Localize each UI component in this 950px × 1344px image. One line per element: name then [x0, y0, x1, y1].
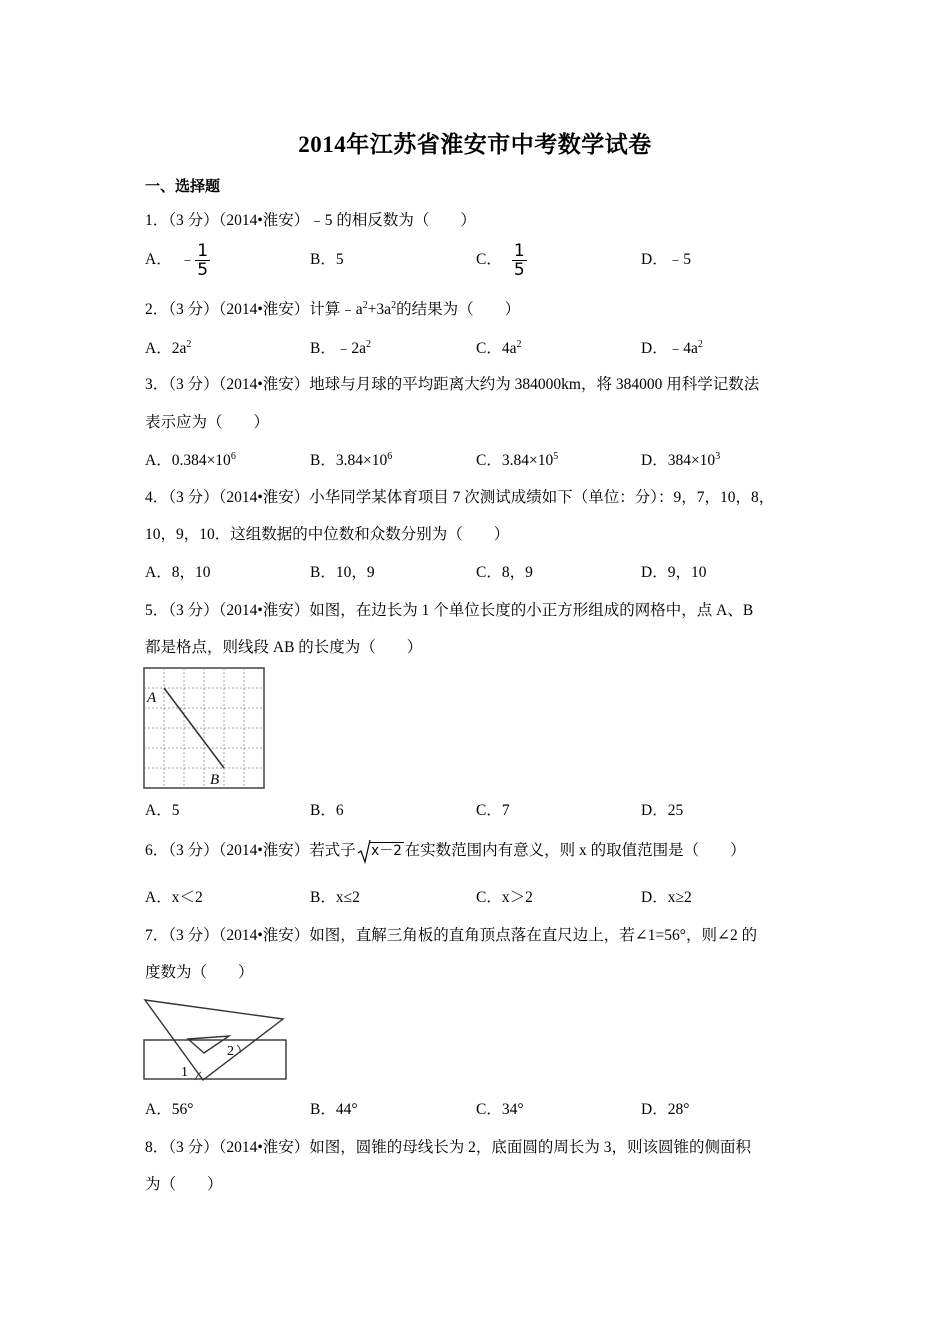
grid-figure — [143, 667, 267, 791]
q6-option-b: B．x≤2 — [310, 889, 360, 906]
question-5-line-2: 都是格点，则线段 AB 的长度为（ ） — [145, 639, 423, 656]
q7-option-a: A．56° — [145, 1101, 194, 1118]
question-2-stem: 2．（3 分）（2014•淮安）计算$﹣a^2+3a^2$的结果为（ ） — [145, 300, 521, 318]
section-heading: 一、选择题 — [145, 179, 221, 195]
q6-option-c: C．x＞2 — [476, 889, 533, 906]
angle-2-arc — [237, 1045, 240, 1053]
q3-option-c: C．$3.84\times 10^5$ — [476, 451, 559, 469]
q4-option-a: A．8，10 — [145, 564, 211, 581]
question-6-stem: 6．（3 分）（2014•淮安）若式子 x－2 在实数范围内有意义，则 x 的取值范围是（ ） — [145, 841, 746, 861]
q1-option-c: C． $\frac{1}{5}$ — [476, 241, 525, 280]
q2-option-c: C．$4a^2$ — [476, 339, 522, 357]
question-4-line-2: 10，9，10．这组数据的中位数和众数分别为（ ） — [145, 526, 510, 543]
q1-option-a: A． ﹣ $\frac{1}{5}$ — [145, 241, 209, 280]
q6-option-d: D．x≥2 — [641, 889, 692, 906]
q3-option-b: B．$3.84\times 10^6$ — [310, 451, 393, 469]
q6-option-a: A．x＜2 — [145, 889, 203, 906]
question-7-line-2: 度数为（ ） — [145, 964, 254, 981]
angle-2-label: 2 — [227, 1044, 234, 1059]
grid-lines — [144, 668, 264, 788]
q1-option-a-fraction: $\frac{1}{5}$ — [197, 241, 209, 280]
angle-1-label: 1 — [181, 1065, 188, 1080]
q5-option-d: D．25 — [641, 802, 684, 819]
q5-option-a: A．5 — [145, 802, 180, 819]
q5-option-b: B．6 — [310, 802, 344, 819]
q4-option-c: C．8，9 — [476, 564, 533, 581]
triangle-ruler-figure — [141, 996, 291, 1084]
question-3-line-2: 表示应为（ ） — [145, 414, 270, 431]
set-square-inner — [188, 1036, 229, 1053]
point-b-label: B — [210, 772, 220, 788]
question-7-line-1: 7．（3 分）（2014•淮安）如图，直解三角板的直角顶点落在直尺边上，若∠1=56°，则∠2 的 — [145, 927, 758, 944]
q2-option-a: A．$2a^2$ — [145, 339, 192, 357]
question-3-line-1: 3．（3 分）（2014•淮安）地球与月球的平均距离大约为 384000km，将 384000 用科学记数法 — [145, 376, 760, 393]
q2-option-b: B．$﹣2a^2$ — [310, 339, 371, 357]
q4-option-b: B．10，9 — [310, 564, 375, 581]
q5-option-c: C．7 — [476, 802, 510, 819]
point-a-label: A — [147, 690, 157, 706]
sqrt-symbol — [357, 839, 371, 865]
question-1-stem: 1．（3 分）（2014•淮安）﹣5 的相反数为（ ） — [145, 212, 476, 229]
q4-option-d: D．9，10 — [641, 564, 707, 581]
q7-option-c: C．34° — [476, 1101, 524, 1118]
q3-option-d: D．$384\times 10^3$ — [641, 451, 721, 469]
question-8-line-1: 8．（3 分）（2014•淮安）如图，圆锥的母线长为 2，底面圆的周长为 3，则该圆锥的侧面积 — [145, 1139, 752, 1156]
question-4-line-1: 4．（3 分）（2014•淮安）小华同学某体育项目 7 次测试成绩如下（单位：分）：9，7，10，8， — [145, 489, 775, 506]
q7-option-d: D．28° — [641, 1101, 690, 1118]
q3-option-a: A．$0.384\times 10^6$ — [145, 451, 236, 469]
page-title: 2014年江苏省淮安市中考数学试卷 — [298, 132, 652, 157]
question-8-line-2: 为（ ） — [145, 1176, 223, 1193]
question-5-line-1: 5．（3 分）（2014•淮安）如图，在边长为 1 个单位长度的小正方形组成的网格中，点 A、B — [145, 602, 754, 619]
q1-option-d: D．﹣5 — [641, 251, 691, 268]
q1-option-b: B．5 — [310, 251, 344, 268]
q1-option-c-fraction: $\frac{1}{5}$ — [513, 241, 525, 280]
q7-option-b: B．44° — [310, 1101, 358, 1118]
q2-option-d: D．$﹣4a^2$ — [641, 339, 703, 357]
sqrt-expression: x－2 — [357, 841, 404, 861]
